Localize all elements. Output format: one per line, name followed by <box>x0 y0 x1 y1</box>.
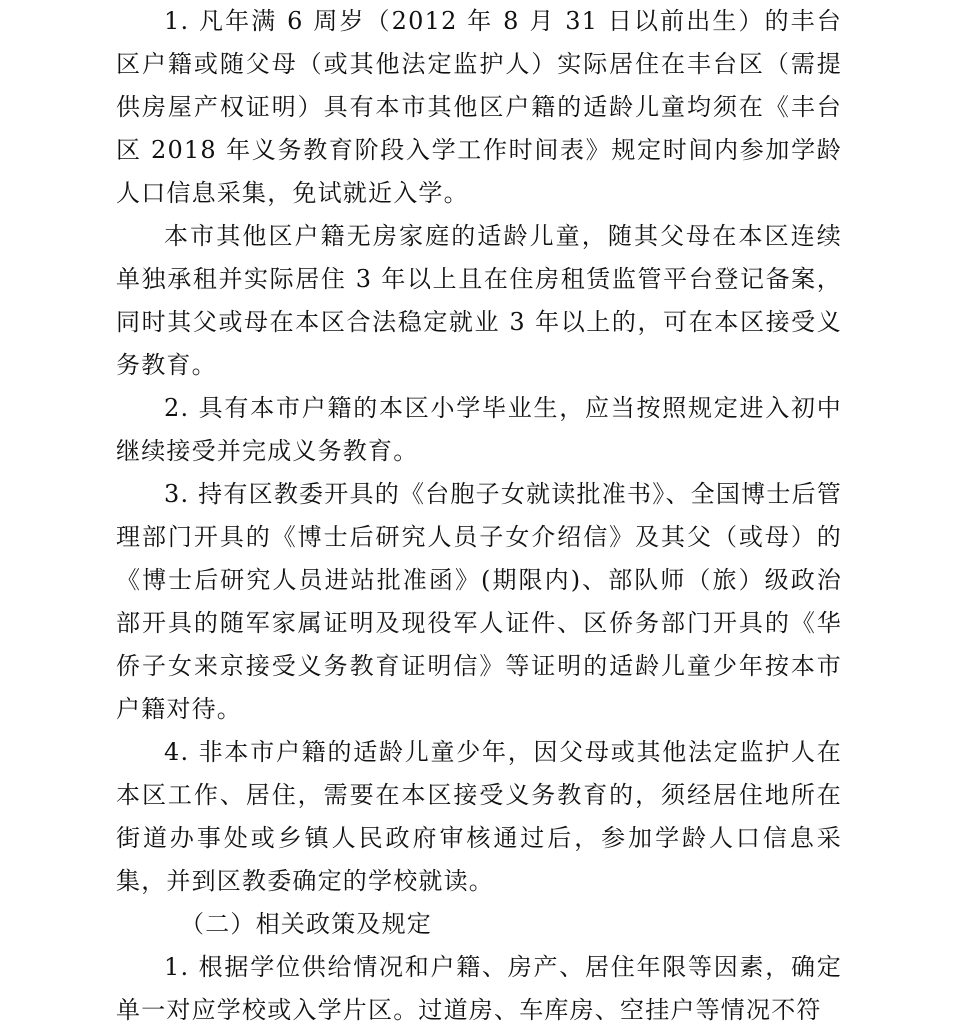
paragraph-5: 4. 非本市户籍的适龄儿童少年，因父母或其他法定监护人在本区工作、居住，需要在本区接受义务教育的，须经居住地所在街道办事处或乡镇人民政府审核通过后，参加学龄人口信息采集，并到区教委确定的学校就读。 <box>116 738 842 895</box>
paragraph-3: 2. 具有本市户籍的本区小学毕业生，应当按照规定进入初中继续接受并完成义务教育。 <box>116 394 842 465</box>
document-page <box>116 0 842 1032</box>
paragraph-6: 1. 根据学位供给情况和户籍、房产、居住年限等因素，确定单一对应学校或入学片区。过道房、车库房、空挂户等情况不符 <box>116 953 842 1024</box>
paragraph-1: 1. 凡年满 6 周岁（2012 年 8 月 31 日以前出生）的丰台区户籍或随父母（或其他法定监护人）实际居住在丰台区（需提供房屋产权证明）具有本市其他区户籍的适龄儿童均须在《丰台区 2018 年义务教育阶段入学工作时间表》规定时间内参加学龄人口信息采集，免试就近入学。 <box>116 7 842 207</box>
paragraph-4: 3. 持有区教委开具的《台胞子女就读批准书》、全国博士后管理部门开具的《博士后研究人员子女介绍信》及其父（或母）的《博士后研究人员进站批准函》(期限内)、部队师（旅）级政治部开具的随军家属证明及现役军人证件、区侨务部门开具的《华侨子女来京接受义务教育证明信》等证明的适龄儿童少年按本市户籍对待。 <box>116 480 842 723</box>
section-heading: （二）相关政策及规定 <box>180 910 432 938</box>
paragraph-2: 本市其他区户籍无房家庭的适龄儿童，随其父母在本区连续单独承租并实际居住 3 年以上且在住房租赁监管平台登记备案，同时其父或母在本区合法稳定就业 3 年以上的，可在本区接受义务教育。 <box>116 222 842 379</box>
